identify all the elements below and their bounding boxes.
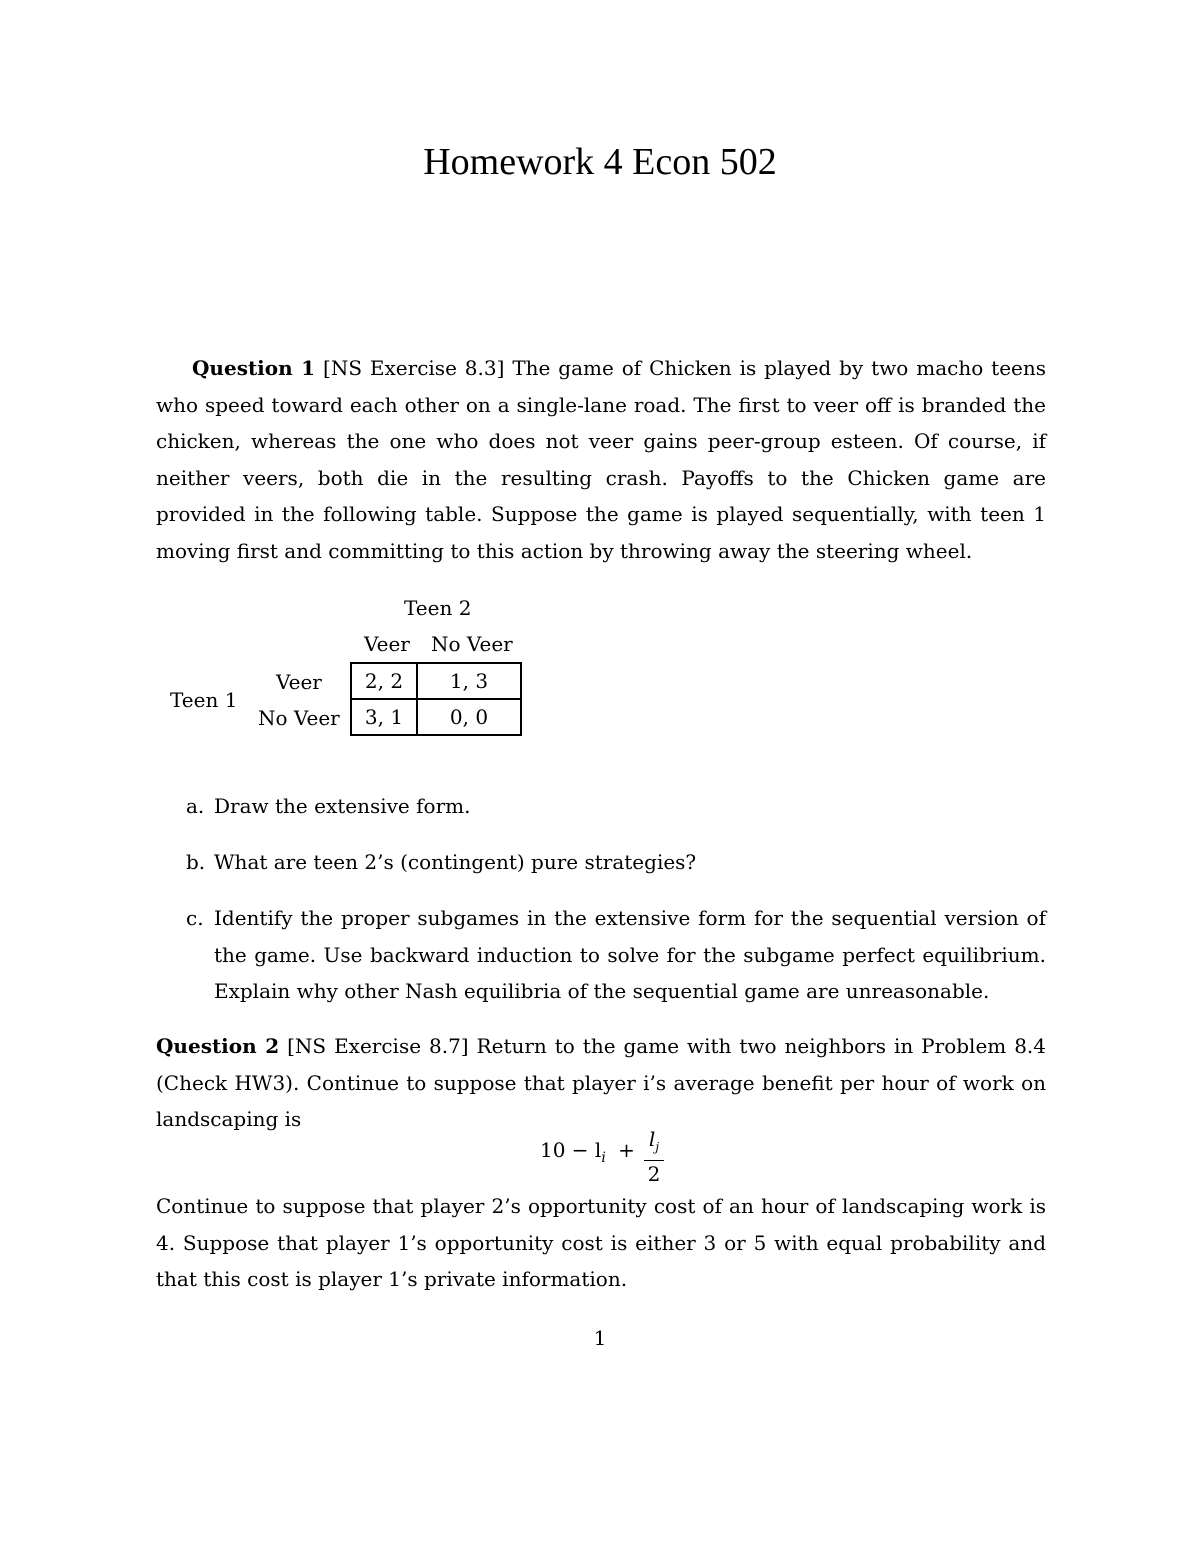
payoff-cell: 2, 2 [351, 663, 417, 699]
list-item-text: Identify the proper subgames in the extensive form for the sequential version of the game. Use backward induction to solve for the subgame perfect equilibrium. Explain why other Nash equilibria of the sequential game are unreasonable. [214, 906, 1046, 1004]
question-2-label: Question 2 [156, 1034, 280, 1058]
payoff-table [350, 662, 522, 736]
question-2-continued: Continue to suppose that player 2’s opportunity cost of an hour of landscaping work is 4. Suppose that player 1’s opportunity cost is either 3 or 5 with equal probability and that this cost is player 1’s private information. [156, 1194, 1046, 1292]
page-number: 1 [593, 1326, 607, 1350]
list-item [186, 900, 1046, 1010]
formula-numerator [644, 1128, 664, 1158]
question-1 [156, 350, 1046, 570]
formula-num: l [648, 1127, 656, 1151]
col-header-no-veer: No Veer [431, 632, 513, 656]
formula-sub: i [601, 1150, 606, 1166]
list-item [186, 788, 1046, 825]
question-2-text: [NS Exercise 8.7] Return to the game with two neighbors in Problem 8.4 (Check HW3). Continue to suppose that player i’s average benefit per hour of work on landscaping is [156, 1034, 1047, 1132]
list-item-label: c. [186, 906, 204, 930]
list-item [186, 844, 1046, 881]
formula-fraction [644, 1128, 664, 1185]
formula-num-sub: j [655, 1140, 660, 1154]
row-header-veer: Veer [276, 670, 322, 694]
question-1-text: [NS Exercise 8.3] The game of Chicken is played by two macho teens who speed toward each other on a single-lane road. The first to veer off is branded the chicken, whereas the one who does not veer gains peer-group esteen. Of course, if neither veers, both die in the resulting crash. Payoffs to the Chicken game are provided in the following table. Suppose the game is played sequentially, with teen 1 moving first and committing to this action by throwing away the steering wheel. [156, 356, 1047, 563]
list-item-text: Draw the extensive form. [214, 794, 471, 818]
fraction-bar [644, 1160, 664, 1161]
formula-lhs: 10 − l [540, 1138, 602, 1162]
list-item-label: b. [186, 850, 206, 874]
payoff-cell: 0, 0 [417, 699, 521, 735]
col-header-veer: Veer [364, 632, 410, 656]
question-1-label: Question 1 [192, 356, 316, 380]
question-2 [156, 1028, 1046, 1138]
col-player-label: Teen 2 [404, 596, 472, 620]
payoff-cell: 1, 3 [417, 663, 521, 699]
formula-plus: + [618, 1138, 635, 1162]
formula-denominator: 2 [647, 1162, 661, 1186]
list-item-label: a. [186, 794, 205, 818]
table-row [351, 663, 521, 699]
table-row [351, 699, 521, 735]
row-player-label: Teen 1 [170, 688, 238, 712]
row-header-no-veer: No Veer [258, 706, 340, 730]
payoff-cell: 3, 1 [351, 699, 417, 735]
formula-lhs-group [540, 1138, 635, 1166]
list-item-text: What are teen 2’s (contingent) pure strategies? [214, 850, 697, 874]
document-title: Homework 4 Econ 502 [423, 141, 777, 183]
